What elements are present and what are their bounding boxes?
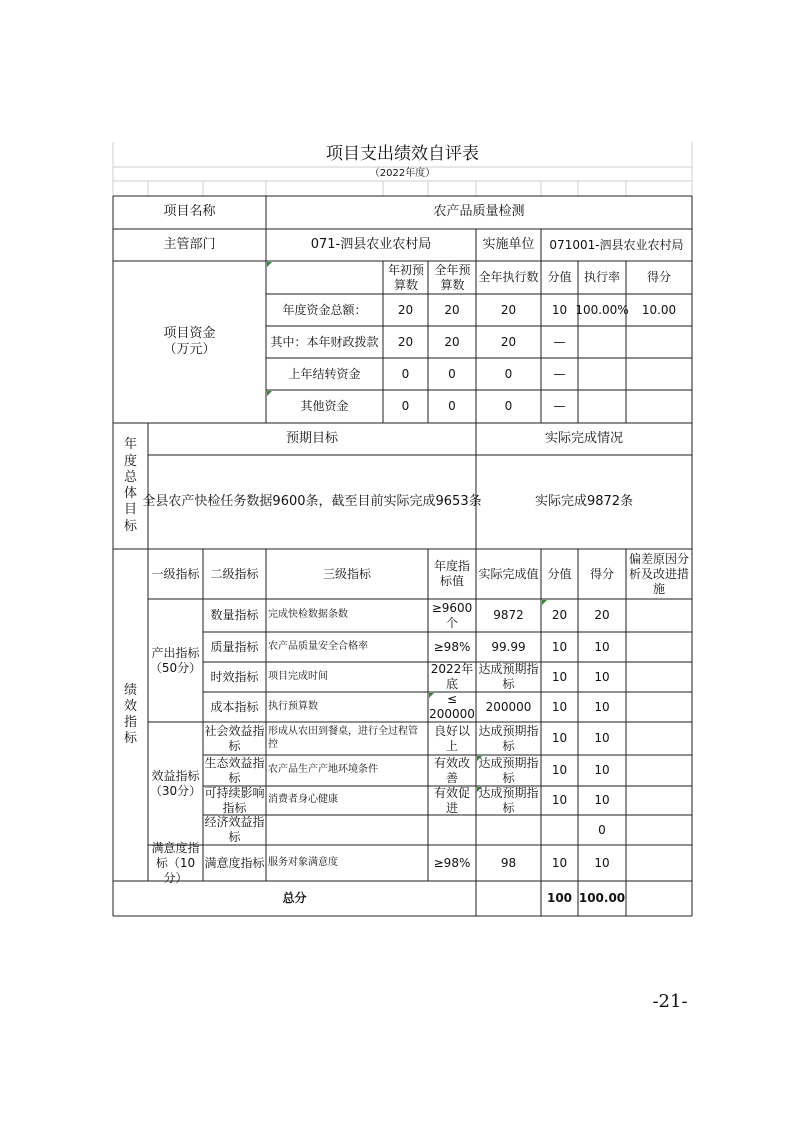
perf-row-target: ≥98% xyxy=(433,855,471,870)
perf-header-target: 年度指 标值 xyxy=(433,559,470,588)
perf-row-score: 20 xyxy=(594,608,610,622)
funds-row-rate xyxy=(578,390,626,423)
funds-row-label: 其中：本年财政拨款 xyxy=(270,334,379,349)
funds-row-full: 0 xyxy=(448,366,456,381)
perf-row-lvl3: 农产品质量安全合格率 xyxy=(268,640,368,652)
funds-header-rate: 执行率 xyxy=(583,270,620,284)
perf-row-score: 10 xyxy=(594,699,610,714)
group-output: 产出指标 （50分） xyxy=(149,645,202,675)
perf-header-lvl2: 二级指标 xyxy=(210,566,259,581)
perf-header-lvl3: 三级指标 xyxy=(322,566,371,581)
perf-row-lvl2: 时效指标 xyxy=(210,669,259,684)
funds-row-exec: 0 xyxy=(504,399,513,413)
perf-row-actual: 98 xyxy=(500,855,517,870)
perf-row-lvl3: 服务对象满意度 xyxy=(268,856,338,868)
perf-row-target: ≤ 200000 xyxy=(429,692,475,721)
perf-header-weight: 分值 xyxy=(547,566,572,581)
funds-header-exec: 全年执行数 xyxy=(478,270,539,284)
perf-row-lvl2: 社会效益指 标 xyxy=(204,723,265,753)
funds-row-exec: 0 xyxy=(504,366,513,381)
perf-row-lvl2: 质量指标 xyxy=(210,639,259,654)
project-name-value: 农产品质量检测 xyxy=(433,204,525,220)
funds-row-rate xyxy=(578,326,626,358)
perf-row-score: 10 xyxy=(594,731,610,745)
funds-row-score xyxy=(626,358,692,390)
perf-row-score: 10 xyxy=(594,855,610,870)
perf-row-actual: 达成预期指 标 xyxy=(478,785,539,815)
perf-row-target: 有效促 进 xyxy=(433,785,470,815)
actual-goal-header: 实际完成情况 xyxy=(544,430,623,446)
perf-row-lvl3: 农产品生产产地环境条件 xyxy=(268,764,378,776)
perf-row-score: 10 xyxy=(594,793,610,807)
perf-row-weight: 20 xyxy=(551,608,568,622)
perf-row-actual: 99.99 xyxy=(491,639,526,654)
perf-row-lvl2: 经济效益指 标 xyxy=(204,815,265,844)
funds-header-score: 得分 xyxy=(646,270,671,284)
perf-header-reason: 偏差原因分 析及改进措 施 xyxy=(628,551,689,596)
perf-row-lvl2: 数量指标 xyxy=(210,608,259,622)
page-number: -21- xyxy=(652,990,688,1012)
goals-side-label: 年 度 总 体 目 标 xyxy=(123,437,137,534)
perf-row-actual: 达成预期指 标 xyxy=(478,662,539,691)
funds-label: 项目资金 （万元） xyxy=(163,325,216,357)
perf-row-weight: 10 xyxy=(551,793,568,807)
perf-row-score: 0 xyxy=(598,822,606,837)
group-satisfaction: 满意度指 标（10分） xyxy=(151,840,200,885)
funds-row-full: 20 xyxy=(444,302,460,317)
perf-side-label: 绩 效 指 标 xyxy=(123,682,137,747)
funds-row-rate xyxy=(578,358,626,390)
total-weight: 100 xyxy=(546,891,573,905)
perf-row-weight: 10 xyxy=(551,699,568,714)
dept-value: 071-泗县农业农村局 xyxy=(310,236,432,252)
expected-goal-header: 预期目标 xyxy=(285,430,338,446)
total-score: 100.00 xyxy=(578,891,626,905)
perf-row-weight: 10 xyxy=(551,731,568,745)
funds-row-label: 上年结转资金 xyxy=(288,366,361,381)
perf-row-lvl3: 消费者身心健康 xyxy=(268,794,338,806)
funds-row-init: 0 xyxy=(401,366,410,381)
funds-row-weight: — xyxy=(553,366,566,381)
funds-row-exec: 20 xyxy=(500,334,517,349)
funds-header-weight: 分值 xyxy=(547,270,572,284)
impl-unit-value: 071001-泗县农业农村局 xyxy=(549,237,684,252)
perf-row-actual: 达成预期指 标 xyxy=(478,723,539,753)
actual-goal-text: 实际完成9872条 xyxy=(534,493,634,509)
perf-row-lvl2: 生态效益指 标 xyxy=(204,755,265,785)
impl-unit-label: 实施单位 xyxy=(482,236,535,252)
funds-row-score: 10.00 xyxy=(641,302,677,317)
funds-row-weight: — xyxy=(553,399,566,413)
funds-row-full: 0 xyxy=(448,399,456,413)
perf-row-weight xyxy=(541,815,578,845)
perf-header-lvl1: 一级指标 xyxy=(151,566,200,581)
perf-row-score: 10 xyxy=(594,639,610,654)
perf-row-lvl2: 满意度指标 xyxy=(204,855,265,870)
funds-row-label: 年度资金总额： xyxy=(282,302,367,317)
perf-row-weight: 10 xyxy=(551,669,568,684)
perf-row-lvl3: 形成从农田到餐桌，进行全过程管 控 xyxy=(268,726,418,750)
perf-header-score: 得分 xyxy=(589,566,614,581)
perf-row-lvl3: 完成快检数据条数 xyxy=(268,609,348,621)
funds-row-init: 0 xyxy=(401,399,410,413)
year-note: （2022年度） xyxy=(369,167,436,179)
perf-row-target: 有效改 善 xyxy=(433,755,470,785)
perf-row-lvl3: 项目完成时间 xyxy=(268,670,328,682)
funds-row-label: 其他资金 xyxy=(300,399,349,413)
total-label: 总分 xyxy=(282,891,307,905)
perf-row-actual: 200000 xyxy=(485,699,532,714)
perf-row-actual xyxy=(476,815,541,845)
perf-row-target: 良好以 上 xyxy=(433,723,470,753)
funds-header-full: 全年预算数 xyxy=(434,262,471,292)
perf-row-target: ≥9600 个 xyxy=(431,600,473,630)
perf-row-lvl3 xyxy=(268,815,428,845)
perf-row-actual: 9872 xyxy=(493,608,524,622)
funds-row-exec: 20 xyxy=(500,302,517,317)
perf-row-lvl3: 执行预算数 xyxy=(268,700,318,712)
funds-row-weight: 10 xyxy=(551,302,568,317)
perf-row-actual: 达成预期指 标 xyxy=(478,755,539,785)
perf-row-target: ≥98% xyxy=(433,639,471,654)
perf-row-weight: 10 xyxy=(551,763,568,777)
perf-row-score: 10 xyxy=(594,763,610,777)
perf-header-actual: 实际完成值 xyxy=(478,566,539,581)
funds-row-rate: 100.00% xyxy=(575,302,629,317)
cell-marker xyxy=(267,262,272,267)
dept-label: 主管部门 xyxy=(163,236,216,252)
perf-row-target xyxy=(428,815,476,845)
perf-row-score: 10 xyxy=(594,669,610,684)
funds-row-score xyxy=(626,326,692,358)
funds-row-score xyxy=(626,390,692,423)
page-title: 项目支出绩效自评表 xyxy=(326,143,479,164)
perf-row-lvl2: 成本指标 xyxy=(210,699,259,714)
funds-row-init: 20 xyxy=(397,334,414,349)
expected-goal-text: 全县农产快检任务数据9600条，截至目前实际完成9653条 xyxy=(142,493,482,509)
perf-row-lvl2: 可持续影响 指标 xyxy=(204,785,265,815)
project-name-label: 项目名称 xyxy=(163,204,216,220)
group-benefit: 效益指标 （30分） xyxy=(149,768,202,798)
perf-row-weight: 10 xyxy=(551,855,568,870)
perf-row-weight: 10 xyxy=(551,639,568,654)
funds-header-init: 年初预算数 xyxy=(387,262,424,292)
funds-row-weight: — xyxy=(553,334,566,349)
funds-row-full: 20 xyxy=(444,334,460,349)
funds-row-init: 20 xyxy=(397,302,414,317)
perf-row-target: 2022年 底 xyxy=(430,662,474,691)
